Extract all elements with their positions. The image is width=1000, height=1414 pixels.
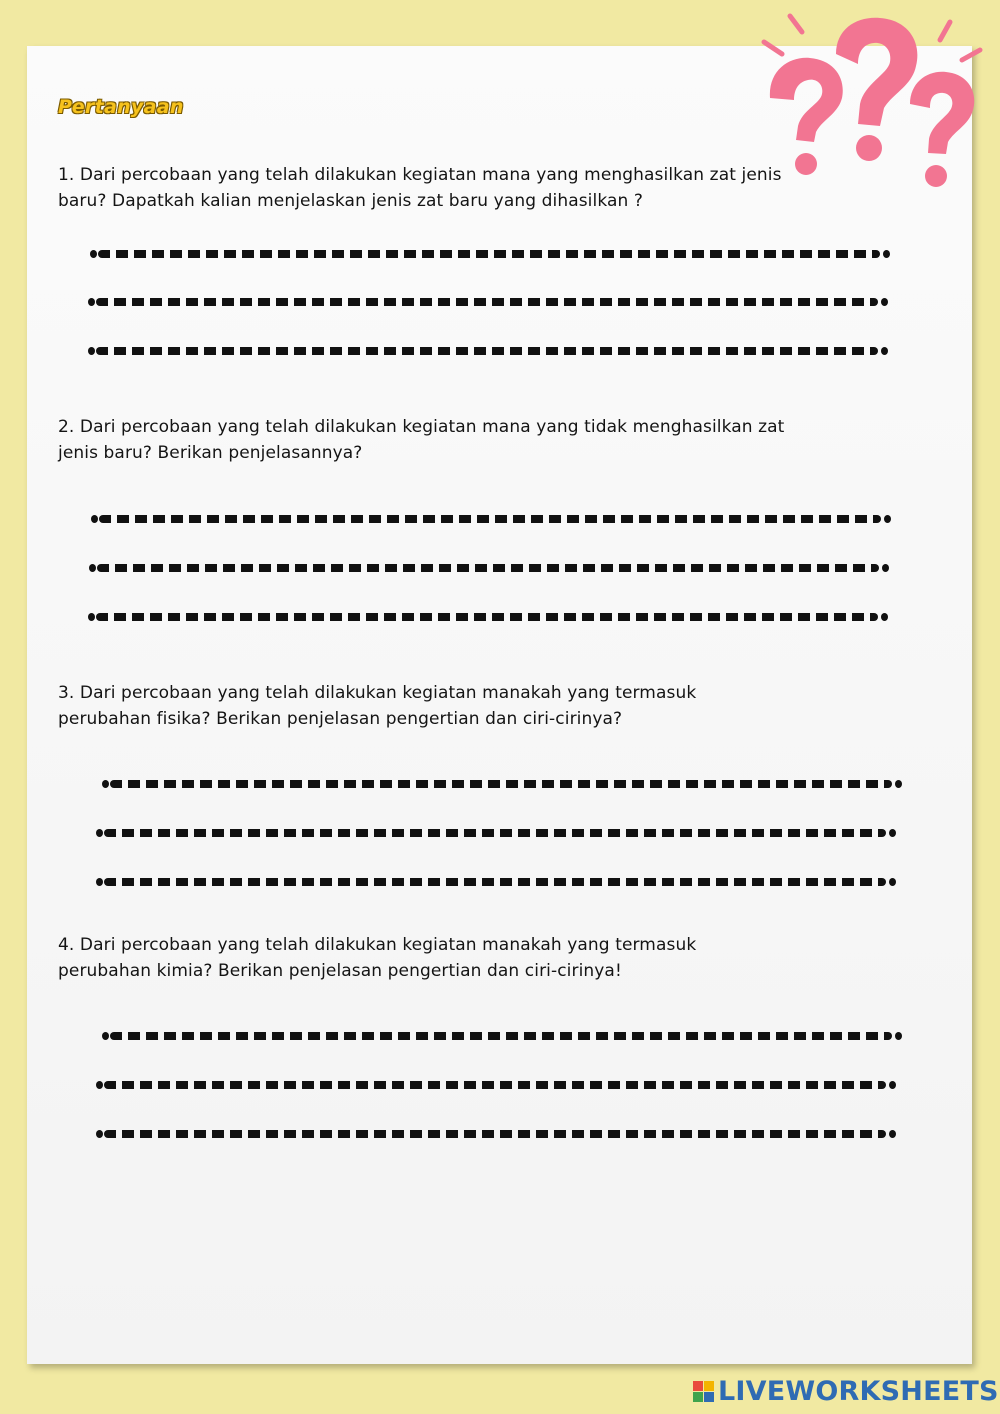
answer-line-1c[interactable] <box>96 347 878 355</box>
question-3-line-2: perubahan fisika? Berikan penjelasan pengertian dan ciri-cirinya? <box>58 709 623 729</box>
question-1 <box>58 162 933 214</box>
answer-line-1b[interactable] <box>96 298 878 306</box>
question-2-line-2: jenis baru? Berikan penjelasannya? <box>58 443 363 463</box>
answer-line-4c[interactable] <box>104 1130 886 1138</box>
liveworksheets-logo[interactable] <box>693 1376 999 1406</box>
answer-line-4a[interactable] <box>110 1032 892 1040</box>
page-title: Pertanyaan <box>58 96 184 118</box>
answer-line-2a[interactable] <box>99 515 881 523</box>
question-3-line-1: 3. Dari percobaan yang telah dilakukan kegiatan manakah yang termasuk <box>58 683 697 703</box>
liveworksheets-logo-icon <box>693 1381 714 1402</box>
question-3 <box>58 680 933 732</box>
answer-line-3a[interactable] <box>110 780 892 788</box>
question-2-line-1: 2. Dari percobaan yang telah dilakukan kegiatan mana yang tidak menghasilkan zat <box>58 417 785 437</box>
question-2 <box>58 414 933 466</box>
answer-line-3c[interactable] <box>104 878 886 886</box>
question-4-line-1: 4. Dari percobaan yang telah dilakukan kegiatan manakah yang termasuk <box>58 935 697 955</box>
question-4 <box>58 932 933 984</box>
answer-line-2b[interactable] <box>97 564 879 572</box>
answer-line-2c[interactable] <box>96 613 878 621</box>
liveworksheets-brand-text: LIVEWORKSHEETS <box>718 1375 999 1407</box>
answer-line-4b[interactable] <box>104 1081 886 1089</box>
answer-line-3b[interactable] <box>104 829 886 837</box>
question-4-line-2: perubahan kimia? Berikan penjelasan pengertian dan ciri-cirinya! <box>58 961 622 981</box>
question-1-line-2: baru? Dapatkah kalian menjelaskan jenis zat baru yang dihasilkan ? <box>58 191 643 211</box>
answer-line-1a[interactable] <box>98 250 880 258</box>
question-1-line-1: 1. Dari percobaan yang telah dilakukan kegiatan mana yang menghasilkan zat jenis <box>58 165 782 185</box>
